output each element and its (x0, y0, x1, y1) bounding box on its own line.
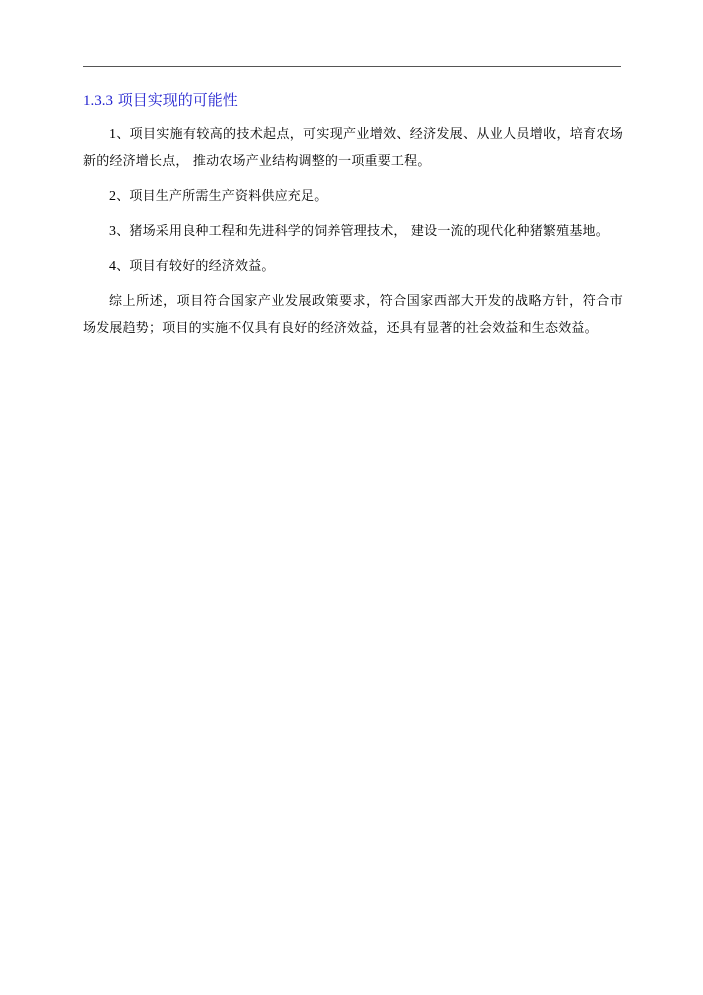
summary-paragraph: 综上所述，项目符合国家产业发展政策要求，符合国家西部大开发的战略方针，符合市场发展趋势；项目的实施不仅具有良好的经济效益，还具有显著的社会效益和生态效益。 (83, 294, 623, 336)
item-text: 、项目实施有较高的技术起点，可实现产业增效、经济发展、从业人员增收，培育农场新的经济增长点， 推动农场产业结构调整的一项重要工程。 (83, 127, 623, 169)
item-text: 、项目生产所需生产资料供应充足。 (116, 189, 328, 204)
section-heading (83, 88, 623, 113)
item-number: 4 (109, 259, 117, 274)
item-text: 、猪场采用良种工程和先进科学的饲养管理技术， 建设一流的现代化种猪繁殖基地。 (116, 224, 609, 239)
section-number: 1.3.3 (83, 93, 113, 109)
section-title: 项目实现的可能性 (113, 91, 238, 109)
header-rule (83, 66, 621, 67)
item-number: 1 (109, 127, 117, 142)
list-item (83, 253, 623, 280)
list-item (83, 121, 623, 175)
list-item (83, 183, 623, 210)
item-text: 、项目有较好的经济效益。 (116, 259, 275, 274)
list-item (83, 218, 623, 245)
document-body (83, 88, 623, 350)
item-number: 3 (109, 224, 117, 239)
item-number: 2 (109, 189, 117, 204)
